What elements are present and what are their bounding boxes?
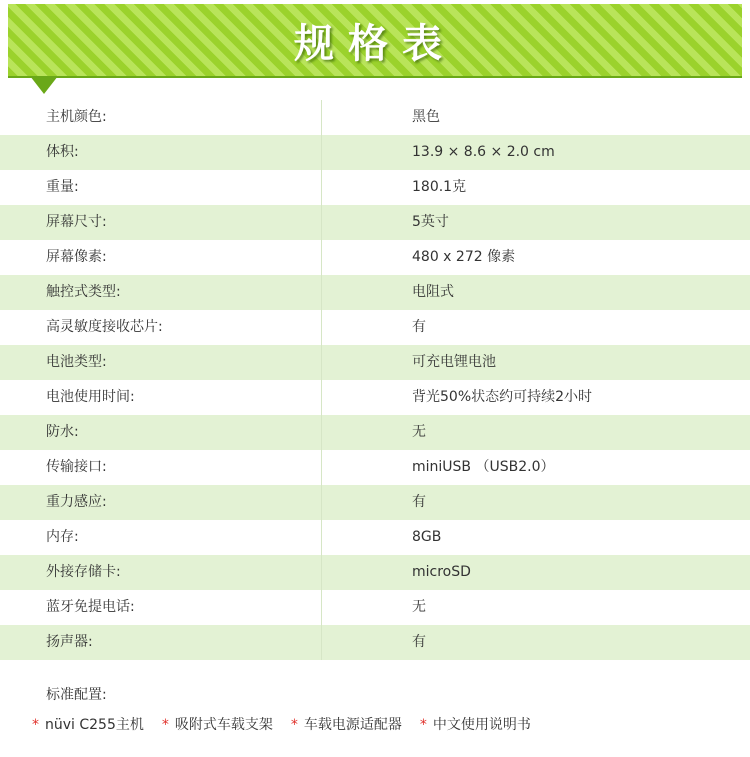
spec-key: 蓝牙免提电话: — [0, 590, 322, 625]
spec-value: 有 — [412, 319, 426, 335]
title-banner — [8, 4, 742, 76]
spec-key: 外接存储卡: — [0, 555, 322, 590]
asterisk-icon: * — [161, 717, 169, 733]
spec-row — [0, 520, 750, 555]
spec-key: 主机颜色: — [0, 100, 322, 135]
spec-row — [0, 450, 750, 485]
spec-row — [0, 100, 750, 135]
asterisk-icon: * — [32, 717, 39, 733]
spec-value: 无 — [412, 599, 426, 615]
spec-key: 高灵敏度接收芯片: — [0, 310, 322, 345]
spec-row — [0, 205, 750, 240]
spec-key: 重力感应: — [0, 485, 322, 520]
spec-row — [0, 555, 750, 590]
spec-value: 有 — [412, 634, 426, 650]
spec-key: 扬声器: — [0, 625, 322, 660]
spec-row — [0, 135, 750, 170]
spec-key: 内存: — [0, 520, 322, 555]
accessory-item — [32, 714, 144, 734]
spec-key: 重量: — [0, 170, 322, 205]
spec-row — [0, 345, 750, 380]
accessory-list — [32, 714, 549, 734]
spec-value: 黑色 — [412, 109, 440, 125]
banner-pointer — [30, 76, 58, 94]
spec-row — [0, 310, 750, 345]
spec-value: 电阻式 — [412, 284, 454, 300]
accessory-text: 吸附式车载支架 — [174, 717, 273, 733]
spec-key: 电池类型: — [0, 345, 322, 380]
spec-value: 8GB — [412, 529, 442, 545]
spec-row — [0, 485, 750, 520]
spec-row — [0, 240, 750, 275]
spec-row — [0, 415, 750, 450]
spec-value: 13.9 × 8.6 × 2.0 cm — [412, 144, 555, 160]
spec-value: miniUSB （USB2.0） — [412, 459, 555, 475]
spec-value: 180.1克 — [412, 179, 467, 195]
accessory-item — [420, 714, 531, 734]
spec-row — [0, 625, 750, 660]
accessory-text: nüvi C255主机 — [45, 717, 144, 733]
spec-key: 触控式类型: — [0, 275, 322, 310]
spec-value: 480 x 272 像素 — [412, 249, 516, 265]
spec-value: microSD — [412, 564, 471, 580]
spec-key: 防水: — [0, 415, 322, 450]
spec-row — [0, 380, 750, 415]
standard-config-label: 标准配置: — [46, 687, 107, 703]
spec-row — [0, 590, 750, 625]
spec-row — [0, 275, 750, 310]
asterisk-icon: * — [419, 717, 427, 733]
spec-key: 电池使用时间: — [0, 380, 322, 415]
spec-value: 无 — [412, 424, 426, 440]
accessory-item — [162, 714, 273, 734]
page-title: 规格表 — [294, 21, 456, 67]
spec-value: 可充电锂电池 — [412, 354, 496, 370]
spec-value: 5英寸 — [412, 214, 449, 230]
spec-key: 体积: — [0, 135, 322, 170]
asterisk-icon: * — [290, 717, 298, 733]
spec-key: 传输接口: — [0, 450, 322, 485]
accessory-text: 车载电源适配器 — [303, 717, 402, 733]
spec-row — [0, 170, 750, 205]
accessory-item — [291, 714, 402, 734]
accessory-text: 中文使用说明书 — [432, 717, 531, 733]
spec-value: 背光50%状态约可持续2小时 — [412, 389, 593, 405]
spec-key: 屏幕尺寸: — [0, 205, 322, 240]
spec-table — [0, 100, 750, 660]
spec-value: 有 — [412, 494, 426, 510]
spec-key: 屏幕像素: — [0, 240, 322, 275]
